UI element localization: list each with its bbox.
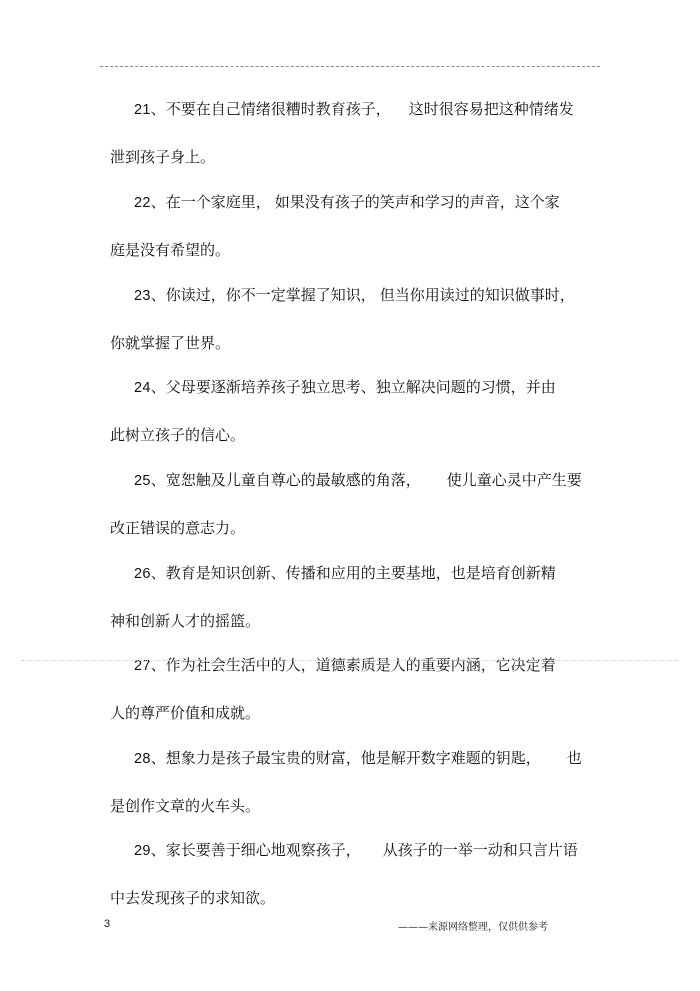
page-fold-line xyxy=(22,660,678,661)
header-divider xyxy=(100,66,600,67)
item-text-wrap: 是创作文章的火车头。 xyxy=(110,797,261,815)
item-number: 25 xyxy=(134,473,151,489)
item-number: 27 xyxy=(134,658,151,674)
item-text-continued: 使儿童心灵中产生要 xyxy=(446,471,582,489)
source-note: ———来源网络整理，仅供供参考 xyxy=(398,922,548,933)
list-item xyxy=(110,286,600,352)
item-number: 29 xyxy=(134,843,151,859)
list-item xyxy=(110,656,600,722)
item-text-wrap: 此树立孩子的信心。 xyxy=(110,426,246,444)
list-item xyxy=(110,841,600,907)
item-text-wrap: 改正错误的意志力。 xyxy=(110,519,246,537)
list-item xyxy=(110,564,600,630)
item-text: 、宽恕触及儿童自尊心的最敏感的角落， xyxy=(150,471,421,489)
item-text-wrap: 泄到孩子身上。 xyxy=(110,148,216,166)
item-text-continued: 但当你用读过的知识做事时， xyxy=(379,286,575,304)
item-text: 、不要在自己情绪很糟时教育孩子， xyxy=(150,100,391,118)
page-number: 3 xyxy=(104,918,111,930)
item-text-wrap: 神和创新人才的摇篮。 xyxy=(110,612,261,630)
item-text-continued: 也 xyxy=(566,749,582,767)
item-text: 、想象力是孩子最宝贵的财富，他是解开数字难题的钥匙， xyxy=(150,749,541,767)
item-text: 、你读过，你不一定掌握了知识， xyxy=(150,286,376,304)
item-text-wrap: 中去发现孩子的求知欲。 xyxy=(110,889,276,907)
list-item xyxy=(110,378,600,444)
item-number: 28 xyxy=(134,751,151,767)
item-text-wrap: 人的尊严价值和成就。 xyxy=(110,704,261,722)
item-text: 、作为社会生活中的人，道德素质是人的重要内涵，它决定着 xyxy=(150,656,556,674)
item-text-continued: 这时很容易把这种情绪发 xyxy=(408,100,574,118)
item-number: 26 xyxy=(134,566,151,582)
item-number: 21 xyxy=(134,102,151,118)
item-text: 、教育是知识创新、传播和应用的主要基地，也是培育创新精 xyxy=(150,564,556,582)
item-number: 23 xyxy=(134,288,151,304)
list-item xyxy=(110,749,600,815)
item-text-continued: 如果没有孩子的笑声和学习的声音，这个家 xyxy=(274,193,560,211)
item-number: 22 xyxy=(134,195,151,211)
list-item xyxy=(110,193,600,259)
item-text: 、家长要善于细心地观察孩子， xyxy=(150,841,361,859)
item-text-continued: 从孩子的一举一动和只言片语 xyxy=(382,841,578,859)
list-item xyxy=(110,471,600,537)
item-text: 、在一个家庭里， xyxy=(150,193,271,211)
item-text: 、父母要逐渐培养孩子独立思考、独立解决问题的习惯，并由 xyxy=(150,378,556,396)
item-number: 24 xyxy=(134,380,151,396)
list-item xyxy=(110,100,600,166)
item-text-wrap: 你就掌握了世界。 xyxy=(110,334,231,352)
item-text-wrap: 庭是没有希望的。 xyxy=(110,241,231,259)
